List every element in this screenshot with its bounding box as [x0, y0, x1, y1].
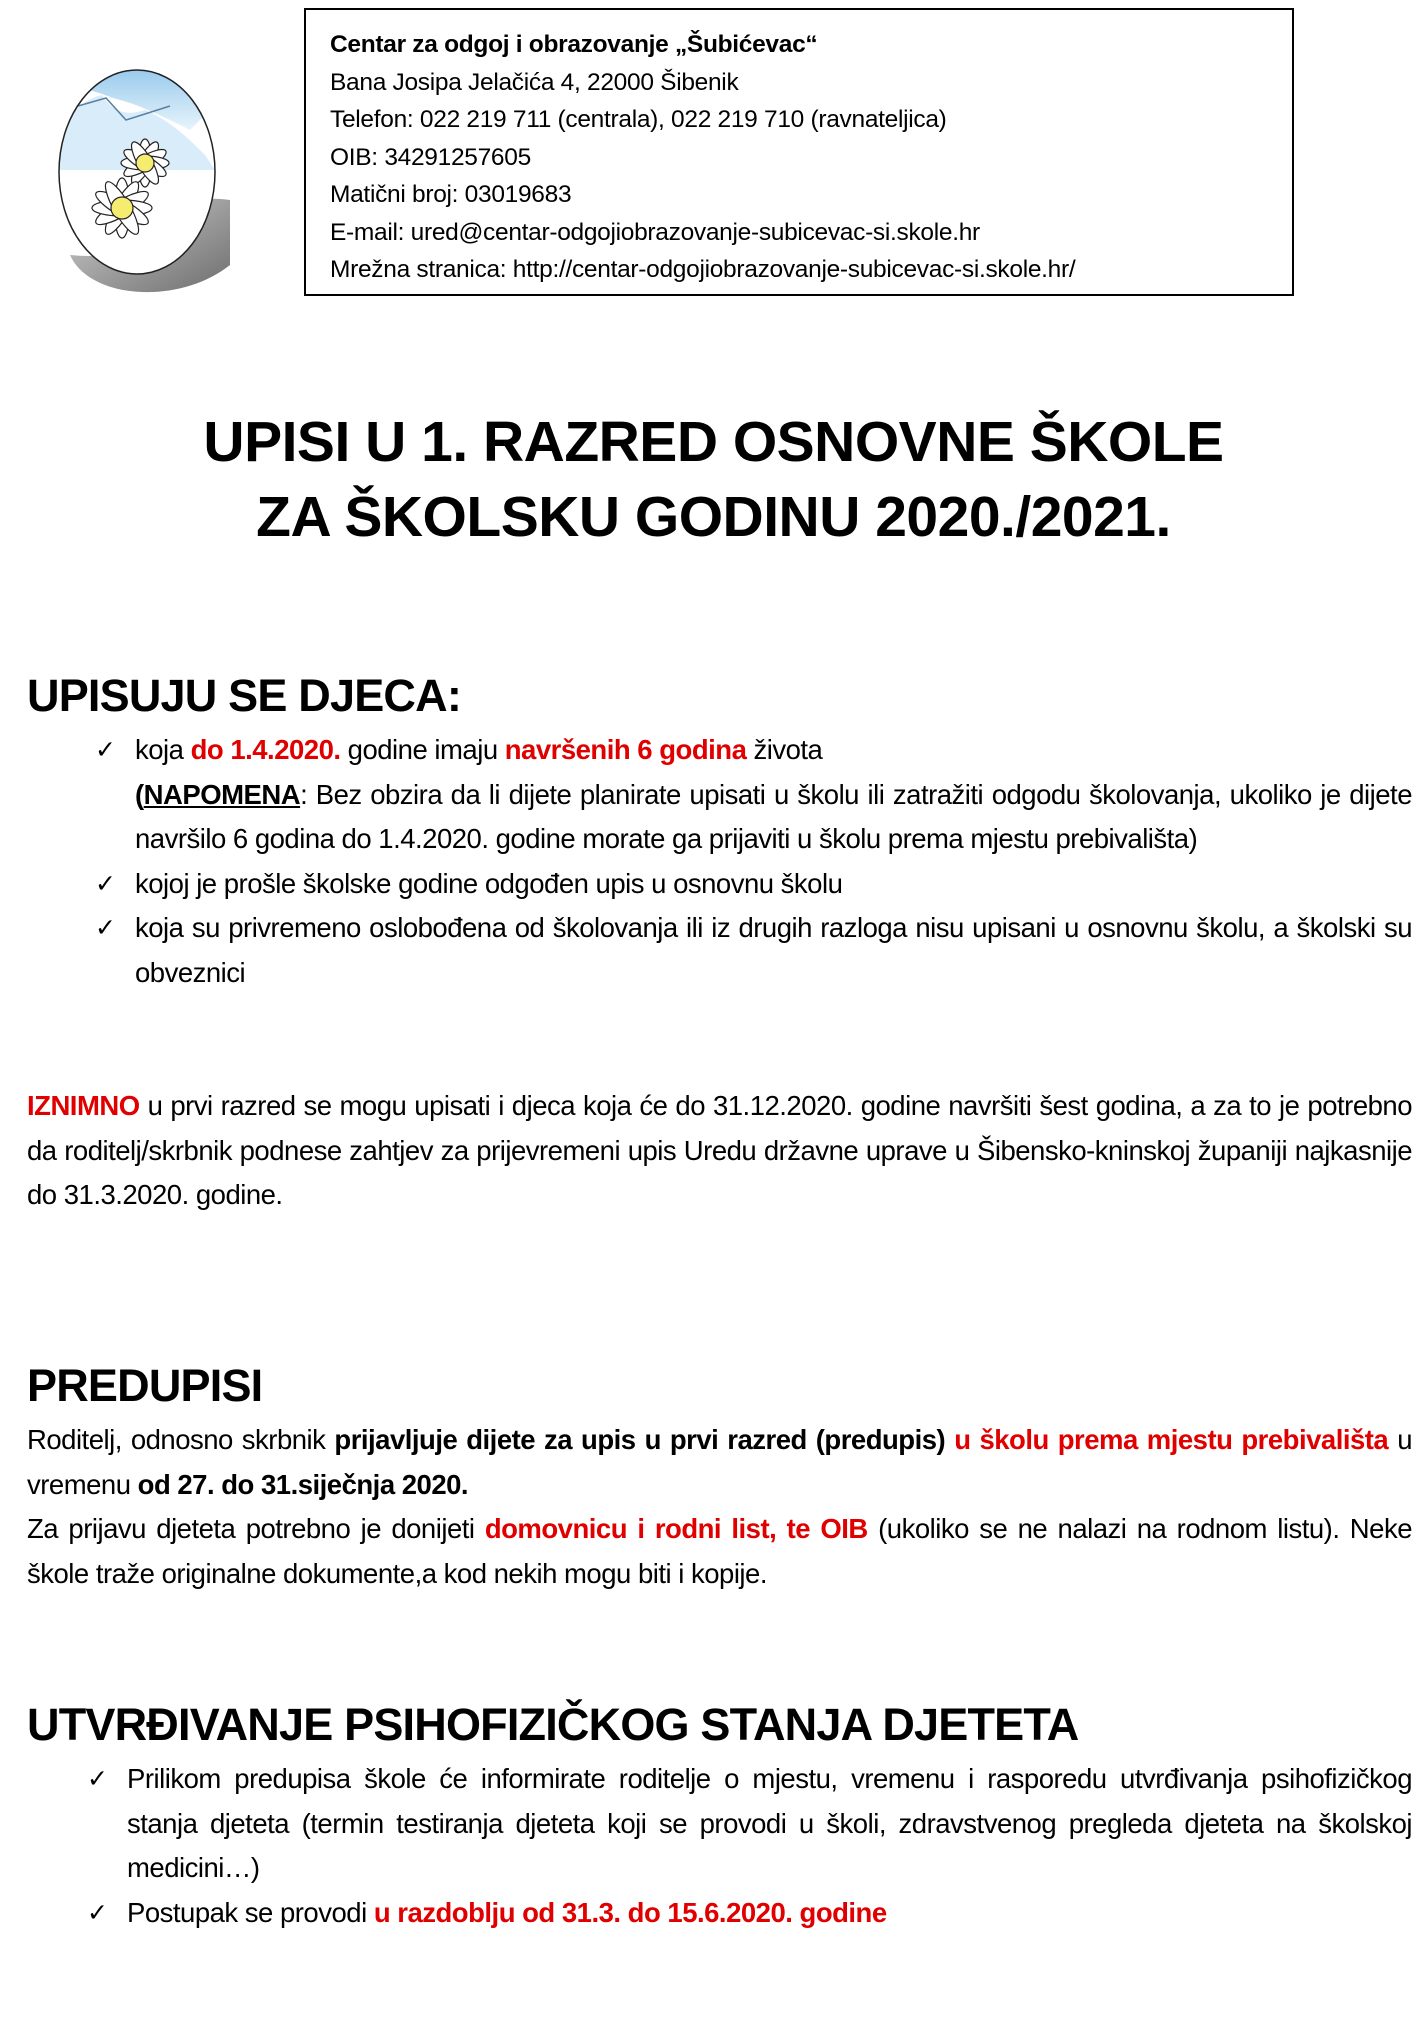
text: [945, 1424, 954, 1455]
exception-label: IZNIMNO: [27, 1090, 140, 1121]
contact-info-box: [304, 8, 1294, 296]
list-item: [87, 1757, 1412, 1891]
note-label: NAPOMENA: [143, 778, 301, 810]
title-line-1: UPISI U 1. RAZRED OSNOVNE ŠKOLE: [203, 410, 1224, 474]
text: Roditelj, odnosno skrbnik: [27, 1424, 335, 1455]
org-oib: OIB: 34291257605: [330, 143, 531, 171]
bold-text: prijavljuje dijete za upis u prvi razred (predupis): [334, 1424, 946, 1455]
assessment-list: [87, 1757, 1412, 1935]
org-email: E-mail: ured@centar-odgojiobrazovanje-subicevac-si.skole.hr: [330, 218, 980, 246]
highlight-date: do 1.4.2020.: [190, 734, 341, 765]
title-line-2: ZA ŠKOLSKU GODINU 2020./2021.: [256, 485, 1171, 549]
highlight-period: u razdoblju od 31.3. do 15.6.2020. godine: [373, 1896, 887, 1928]
text: u vremenu: [27, 1424, 1413, 1500]
text: Postupak se provodi: [127, 1896, 374, 1928]
org-website: Mrežna stranica: http://centar-odgojiobrazovanje-subicevac-si.skole.hr/: [330, 256, 1076, 283]
org-phone: Telefon: 022 219 711 (centrala), 022 219 710 (ravnateljica): [330, 106, 947, 133]
eligible-children-list: [95, 728, 1412, 995]
checkmark-icon: ✓: [95, 868, 116, 898]
section-heading-preregistration: PREDUPISI: [27, 1360, 263, 1411]
note-text: : Bez obzira da li dijete planirate upisati u školu ili zatražiti odgodu školovanja, ukoliko je dijete navršilo 6 godina do 1.4.2020. godine morate ga prijaviti u školu prema mjestu prebivališta): [135, 778, 1412, 854]
text: života: [746, 734, 823, 765]
list-item: [95, 862, 1412, 907]
checkmark-icon: ✓: [87, 1764, 108, 1793]
highlight-documents: domovnicu i rodni list, te OIB: [484, 1513, 868, 1544]
section-heading-psychophysical-assessment: UTVRĐIVANJE PSIHOFIZIČKOG STANJA DJETETA: [27, 1699, 1079, 1750]
school-logo: [30, 60, 280, 300]
checkmark-icon: ✓: [95, 735, 116, 764]
text: koja: [135, 734, 191, 765]
preregistration-paragraph: [27, 1418, 1412, 1596]
highlight-age: navršenih 6 godina: [504, 734, 747, 765]
list-item: [95, 906, 1412, 995]
text: koja su privremeno oslobođena od školovanja ili iz drugih razloga nisu upisani u osnovnu školu, a školski su obveznici: [135, 912, 1412, 988]
text: Prilikom predupisa škole će informirate roditelje o mjestu, vremenu i rasporedu utvrđivanja psihofizičkog stanja djeteta (termin testiranja djeteta koji se provodi u školi, zdravstvenog pregleda djeteta na školskoj medicini…): [127, 1763, 1412, 1883]
section-heading-eligible-children: UPISUJU SE DJECA:: [27, 670, 462, 721]
document-title: [0, 405, 1427, 555]
exception-paragraph: [27, 1084, 1412, 1218]
note-open: (: [135, 778, 144, 810]
hand-holding-daisy-globe-logo-icon: [30, 60, 280, 300]
org-address: Bana Josipa Jelačića 4, 22000 Šibenik: [330, 68, 739, 96]
exception-text: u prvi razred se mogu upisati i djeca koja će do 31.12.2020. godine navršiti šest godina, a za to je potrebno da roditelj/skrbnik podnese zahtjev za prijevremeni upis Uredu državne uprave u Šibensko-kninskoj županiji najkasnije do 31.3.2020. godine.: [27, 1090, 1412, 1210]
org-registry-number: Matični broj: 03019683: [330, 181, 572, 208]
checkmark-icon: ✓: [95, 913, 116, 942]
highlight-school-location: u školu prema mjestu prebivališta: [954, 1424, 1389, 1455]
text: (ukoliko se ne nalazi na rodnom listu). Neke škole traže originalne dokumente,a kod nekih mogu biti i kopije.: [27, 1513, 1412, 1589]
text: kojoj je prošle školske godine odgođen upis u osnovnu školu: [135, 867, 843, 899]
org-name: Centar za odgoj i obrazovanje „Šubićevac“: [330, 31, 818, 58]
highlight-date-range: od 27. do 31.siječnja 2020.: [137, 1468, 469, 1500]
checkmark-icon: ✓: [87, 1897, 108, 1927]
list-item: [87, 1891, 1412, 1936]
list-item: [95, 728, 1412, 862]
text: godine imaju: [340, 734, 505, 765]
text: Za prijavu djeteta potrebno je donijeti: [27, 1513, 485, 1544]
